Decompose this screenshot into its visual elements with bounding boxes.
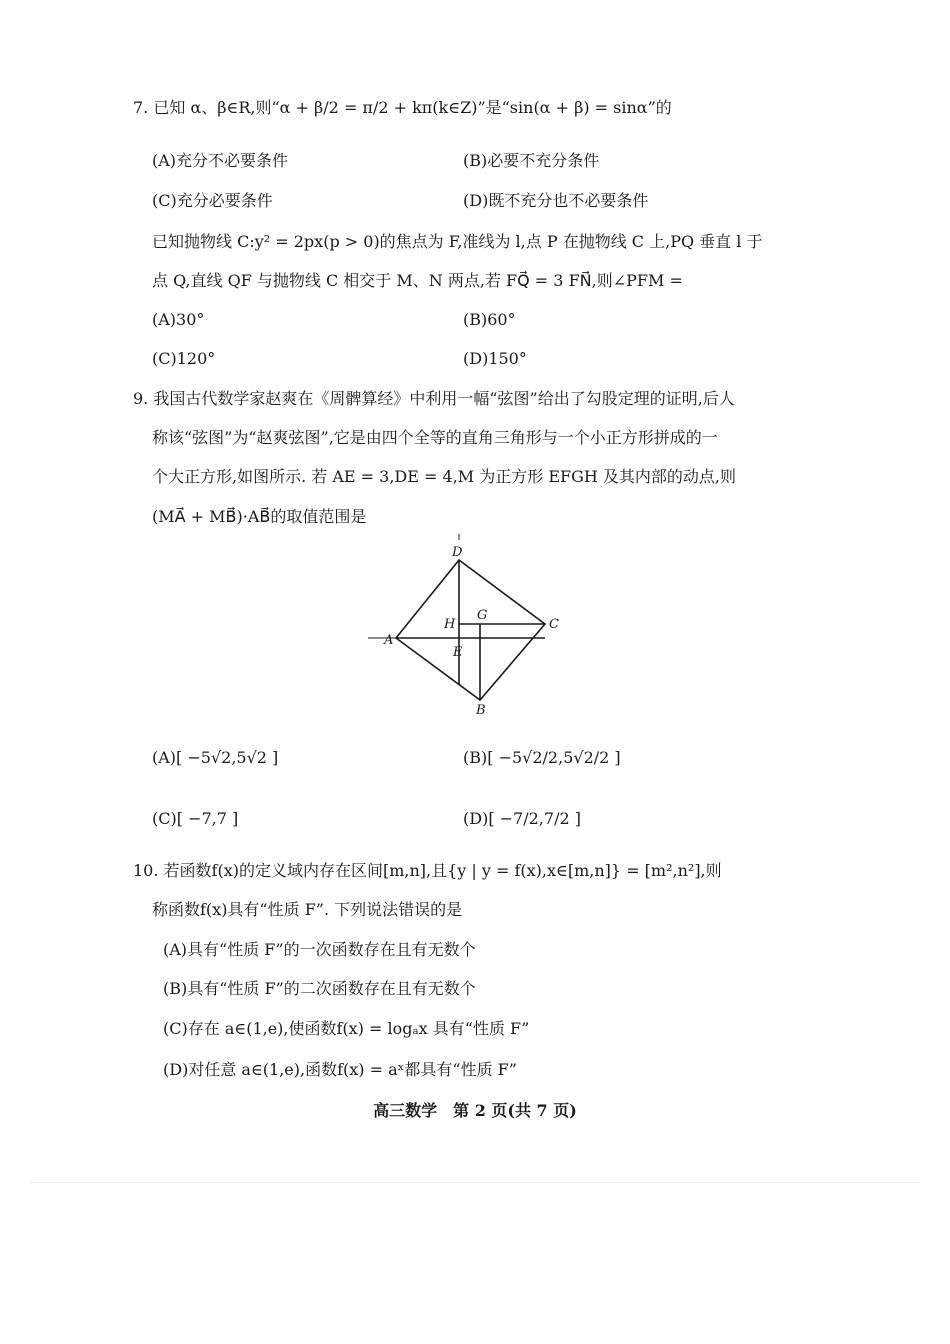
q9-option-c: (C)[ −7,7 ]: [152, 809, 239, 828]
q7-option-d: (D)既不充分也不必要条件: [463, 191, 649, 210]
label-a: A: [384, 633, 394, 648]
label-d: D: [452, 545, 463, 560]
q7-option-c: (C)充分必要条件: [152, 191, 273, 210]
scan-edge: [30, 1182, 920, 1183]
q10-option-d: (D)对任意 a∈(1,e),函数f(x) = aˣ都具有“性质 F”: [163, 1060, 517, 1079]
q9-option-b: (B)[ −5√2/2,5√2/2 ]: [463, 748, 621, 767]
q10-stem-line1: 10. 若函数f(x)的定义域内存在区间[m,n],且{y | y = f(x),x∈[m,n]} = [m²,n²],则: [133, 861, 722, 880]
q8-option-d: (D)150°: [463, 349, 527, 368]
q10-option-a: (A)具有“性质 F”的一次函数存在且有无数个: [163, 940, 476, 959]
page-footer: 高三数学 第 2 页(共 7 页): [373, 1101, 577, 1120]
label-h: H: [444, 617, 456, 632]
label-c: C: [549, 617, 559, 632]
q10-stem-line2: 称函数f(x)具有“性质 F”. 下列说法错误的是: [152, 900, 463, 919]
zhao-shuang-figure: [360, 530, 580, 720]
outer-square: [396, 560, 545, 700]
label-e: E: [453, 645, 463, 660]
q8-stem-line2: 点 Q,直线 QF 与抛物线 C 相交于 M、N 两点,若 FQ⃗ = 3 FN⃗,则∠PFM =: [152, 271, 683, 290]
q7-option-a: (A)充分不必要条件: [152, 151, 289, 170]
label-b: B: [476, 703, 486, 718]
q9-stem-line1: 9. 我国古代数学家赵爽在《周髀算经》中利用一幅“弦图”给出了勾股定理的证明,后人: [133, 389, 735, 408]
zhao-shuang-diagram: [360, 530, 580, 720]
q7-option-b: (B)必要不充分条件: [463, 151, 600, 170]
q7-stem: 7. 已知 α、β∈R,则“α + β/2 = π/2 + kπ(k∈Z)”是“sin(α + β) = sinα”的: [133, 98, 672, 117]
q9-option-a: (A)[ −5√2,5√2 ]: [152, 748, 279, 767]
q8-option-c: (C)120°: [152, 349, 216, 368]
q9-stem-line4: (MA⃗ + MB⃗)·AB⃗的取值范围是: [152, 507, 367, 526]
q10-option-b: (B)具有“性质 F”的二次函数存在且有无数个: [163, 979, 476, 998]
label-g: G: [477, 608, 488, 623]
q8-option-b: (B)60°: [463, 310, 516, 329]
q10-option-c: (C)存在 a∈(1,e),使函数f(x) = logₐx 具有“性质 F”: [163, 1019, 530, 1038]
q8-option-a: (A)30°: [152, 310, 205, 329]
q9-stem-line3: 个大正方形,如图所示. 若 AE = 3,DE = 4,M 为正方形 EFGH 及其内部的动点,则: [152, 467, 737, 486]
q9-stem-line2: 称该“弦图”为“赵爽弦图”,它是由四个全等的直角三角形与一个小正方形拼成的一: [152, 428, 718, 447]
q8-stem-line1: 已知抛物线 C:y² = 2px(p > 0)的焦点为 F,准线为 l,点 P 在抛物线 C 上,PQ 垂直 l 于: [152, 232, 763, 251]
q9-option-d: (D)[ −7/2,7/2 ]: [463, 809, 581, 828]
